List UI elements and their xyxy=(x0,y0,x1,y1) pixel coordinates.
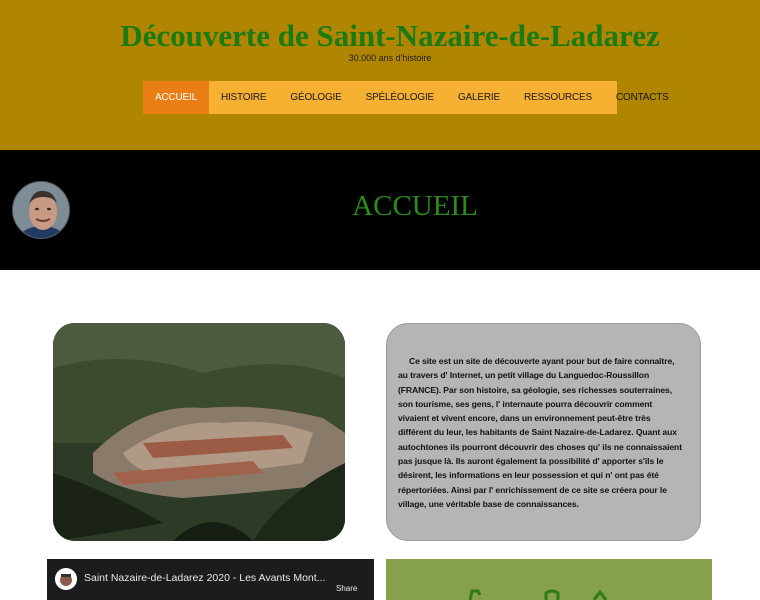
site-title: Découverte de Saint-Nazaire-de-Ladarez xyxy=(120,18,660,53)
green-panel xyxy=(386,559,712,600)
nav-item-contacts[interactable]: CONTACTS xyxy=(615,92,669,103)
village-photo xyxy=(53,323,345,541)
site-subtitle: 30.000 ans d'histoire xyxy=(348,53,432,63)
intro-box xyxy=(386,323,701,541)
main-nav xyxy=(143,81,669,114)
channel-logo xyxy=(55,568,77,590)
share-label[interactable]: Share xyxy=(336,584,358,593)
nav-item-speleologie[interactable]: SPÉLÉOLOGIE xyxy=(365,92,434,103)
nav-item-ressources[interactable]: RESSOURCES xyxy=(523,92,592,103)
avatar xyxy=(12,181,70,239)
intro-text: Ce site est un site de découverte ayant pour but de faire connaître, au travers d' Internet, un petit village du Languedoc-Roussillon (FRANCE). Par son histoire, sa géologie, ses richesses souterraines, son tourisme, ses gens, l' internaute pourra découvrir comment vivaient et vivent encore, dans un environnement peut-être très différent du leur, les habitants de Saint Nazaire-de-Ladarez. Quant aux autochtones ils pourront découvrir des choses qu' ils ne connaissaient pas jusque là. Ils auront également la possibilité d' apporter s'ils le désirent, les informations en leur possession et qui n' ont pas été répertoriées. Ainsi par l' enrichissement de ce site se créera pour le village, une véritable base de connaissances. xyxy=(398,356,682,509)
nav-item-histoire[interactable]: HISTOIRE xyxy=(220,92,267,103)
video-title[interactable]: Saint Nazaire-de-Ladarez 2020 - Les Avants Mont... xyxy=(84,572,326,584)
nav-item-galerie[interactable]: GALERIE xyxy=(458,92,500,103)
nav-item-accueil[interactable]: ACCUEIL xyxy=(143,81,209,114)
page-title: ACCUEIL xyxy=(352,190,478,222)
partial-heading-glyphs xyxy=(386,559,712,600)
video-player[interactable] xyxy=(47,559,374,600)
nav-item-geologie[interactable]: GÉOLOGIE xyxy=(290,92,342,103)
